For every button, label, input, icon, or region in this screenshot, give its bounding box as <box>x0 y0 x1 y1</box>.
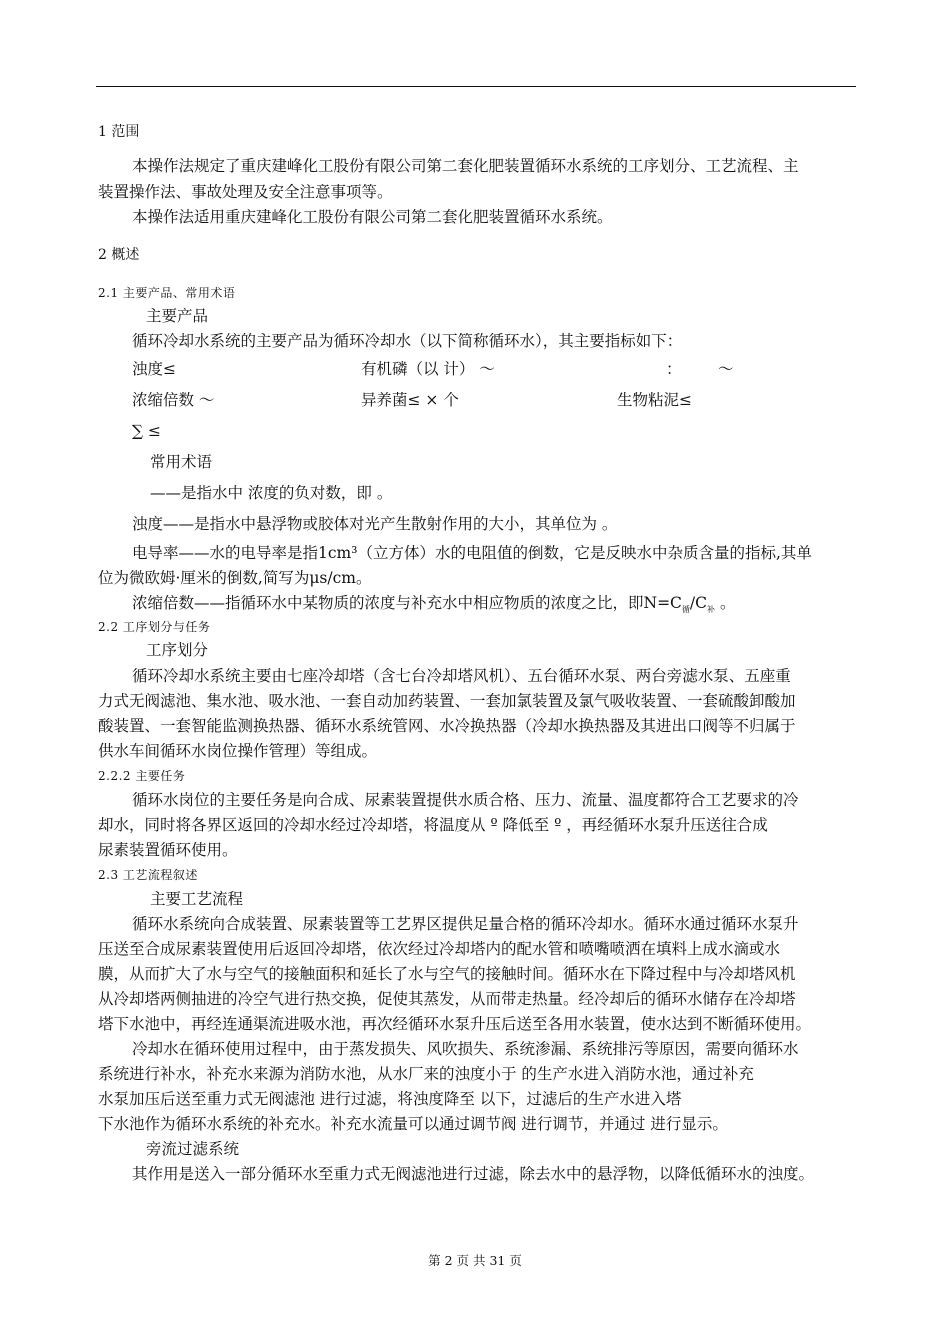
paragraph-line: 冷却水在循环使用过程中，由于蒸发损失、风吹损失、系统渗漏、系统排污等原因，需要向循环水 <box>132 1040 799 1058</box>
subsection-title: 主要产品 <box>146 307 209 325</box>
paragraph-line: 循环水系统向合成装置、尿素装置等工艺界区提供足量合格的循环冷却水。循环水通过循环水泵升 <box>132 915 799 933</box>
index-bacteria: 异养菌≤ × 个 <box>361 391 459 409</box>
section-2-3-heading: 2.3 工艺流程叙述 <box>98 868 198 882</box>
section-2-1-heading: 2.1 主要产品、常用术语 <box>98 286 236 300</box>
paragraph-line: 本操作法规定了重庆建峰化工股份有限公司第二套化肥装置循环水系统的工序划分、工艺流程、主 <box>132 157 799 175</box>
term-concentration-ratio: 浓缩倍数——指循环水中某物质的浓度与补充水中相应物质的浓度之比，即$N=C_循/C_补$ 。 <box>132 594 736 614</box>
paragraph-line: 从冷却塔两侧抽进的冷空气进行热交换，促使其蒸发，从而带走热量。经冷却后的循环水储存在冷却塔 <box>98 990 796 1008</box>
section-2-heading: 2 概述 <box>98 247 140 263</box>
paragraph-line: 循环冷却水系统主要由七座冷却塔（含七台冷却塔风机）、五台循环水泵、两台旁滤水泵、五座重 <box>132 667 791 685</box>
section-1-heading: 1 范围 <box>98 124 140 140</box>
section-2-2-heading: 2.2 工序划分与任务 <box>98 620 211 634</box>
term-ph: ——是指水中 浓度的负对数，即 。 <box>150 484 393 502</box>
paragraph-line: 其作用是送入一部分循环水至重力式无阀滤池进行过滤，除去水中的悬浮物，以降低循环水的浊度。 <box>132 1165 815 1183</box>
paragraph-line: 装置操作法、事故处理及安全注意事项等。 <box>98 183 393 201</box>
subsection-title: 主要工艺流程 <box>150 890 244 908</box>
section-2-2-2-heading: 2.2.2 主要任务 <box>98 769 186 783</box>
paragraph-line: 尿素装置循环使用。 <box>98 841 238 859</box>
paragraph-line: 塔下水池中，再经连通渠流进吸水池，再次经循环水泵升压后送至各用水装置，使水达到不断循环使用。 <box>98 1015 812 1033</box>
page-footer: 第 2 页 共 31 页 <box>428 1253 522 1268</box>
paragraph-line: 压送至合成尿素装置使用后返回冷却塔，依次经过冷却塔内的配水管和喷嘴喷洒在填料上成水滴或水 <box>98 940 781 958</box>
term-conductivity: 位为微欧姆·厘米的倒数,简写为μs/cm。 <box>98 569 372 587</box>
index-concentration-ratio: 浓缩倍数 ～ <box>132 391 215 409</box>
paragraph-line: 膜，从而扩大了水与空气的接触面积和延长了水与空气的接触时间。循环水在下降过程中与冷却塔风机 <box>98 965 796 983</box>
index-slime: 生物粘泥≤ <box>617 391 692 409</box>
index-turbidity: 浊度≤ <box>132 360 176 378</box>
term-conductivity: 电导率——水的电导率是指1cm³（立方体）水的电阻值的倒数，它是反映水中杂质含量的指标,其单 <box>132 544 812 562</box>
paragraph-line: 下水池作为循环水系统的补充水。补充水流量可以通过调节阀 进行调节，并通过 进行显示。 <box>98 1115 728 1133</box>
index-sigma: ∑ ≤ <box>132 422 161 440</box>
subsection-title: 旁流过滤系统 <box>146 1140 240 1158</box>
paragraph-line: 力式无阀滤池、集水池、吸水池、一套自动加药装置、一套加氯装置及氯气吸收装置、一套硫酸卸酸加 <box>98 692 796 710</box>
subsection-title: 工序划分 <box>146 641 209 659</box>
paragraph-line: 水泵加压后送至重力式无阀滤池 进行过滤，将浊度降至 以下，过滤后的生产水进入塔 <box>98 1090 682 1108</box>
index-colon: ： <box>666 360 682 378</box>
index-organic-phosphorus: 有机磷（以 计） ～ <box>361 360 495 378</box>
paragraph-line: 系统进行补水，补充水来源为消防水池，从水厂来的浊度小于 的生产水进入消防水池，通过补充 <box>98 1065 754 1083</box>
paragraph-line: 循环水岗位的主要任务是向合成、尿素装置提供水质合格、压力、流量、温度都符合工艺要求的冷 <box>132 791 799 809</box>
paragraph-line: 酸装置、一套智能监测换热器、循环水系统管网、水冷换热器（冷却水换热器及其进出口阀等不归属于 <box>98 717 796 735</box>
subsection-title: 常用术语 <box>150 453 213 471</box>
paragraph-line: 循环冷却水系统的主要产品为循环冷却水（以下简称循环水），其主要指标如下： <box>132 332 683 350</box>
index-tilde: ～ <box>718 360 734 378</box>
paragraph-line: 供水车间循环水岗位操作管理）等组成。 <box>98 742 378 760</box>
paragraph-line: 却水，同时将各界区返回的冷却水经过冷却塔，将温度从 º 降低至 º ，再经循环水泵升压送往合成 <box>98 816 768 834</box>
paragraph-line: 本操作法适用重庆建峰化工股份有限公司第二套化肥装置循环水系统。 <box>132 208 613 226</box>
term-turbidity: 浊度——是指水中悬浮物或胶体对光产生散射作用的大小，其单位为 。 <box>132 515 618 533</box>
header-rule <box>96 86 856 87</box>
